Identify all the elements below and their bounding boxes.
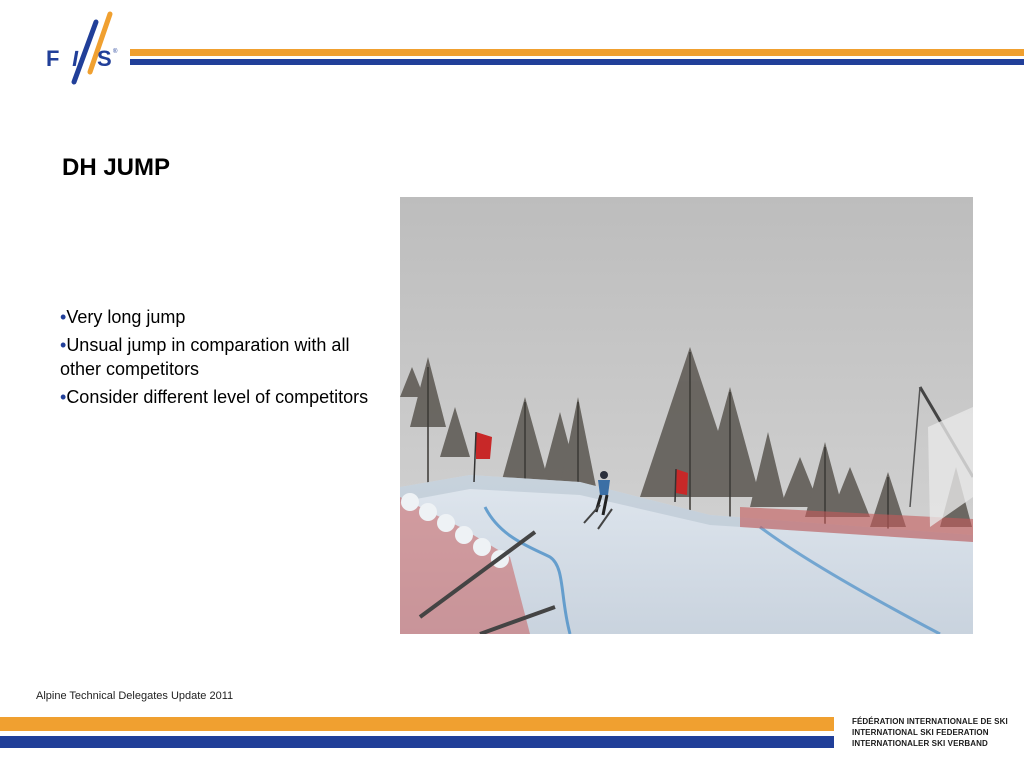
org-name-english: INTERNATIONAL SKI FEDERATION — [852, 728, 989, 737]
photo-image-icon — [400, 197, 973, 634]
org-name-german: INTERNATIONALER SKI VERBAND — [852, 739, 988, 748]
footer-blue-bar — [0, 736, 834, 748]
org-name-french: FÉDÉRATION INTERNATIONALE DE SKI — [852, 717, 1008, 726]
organization-names — [852, 716, 1008, 749]
header-orange-bar — [130, 49, 1024, 56]
bullet-dot-icon: • — [60, 307, 67, 327]
bullet-item — [60, 305, 370, 329]
bullet-list — [60, 305, 370, 413]
bullet-dot-icon: • — [60, 387, 67, 407]
bullet-item — [60, 385, 370, 409]
fis-logo — [40, 10, 120, 88]
footer-text: Alpine Technical Delegates Update 2011 — [36, 690, 234, 702]
footer-orange-bar — [0, 717, 834, 731]
ski-jump-photo — [400, 197, 973, 634]
fis-logo-icon — [40, 10, 120, 88]
bullet-text: Very long jump — [66, 307, 186, 327]
svg-text:S: S — [97, 46, 112, 71]
bullet-text: Consider different level of competitors — [66, 387, 369, 407]
svg-text:®: ® — [113, 49, 118, 55]
svg-text:F: F — [46, 46, 60, 71]
svg-text:I: I — [70, 46, 81, 71]
bullet-text: Unsual jump in comparation with all other competitors — [60, 335, 350, 379]
slide-title: DH JUMP — [62, 154, 171, 181]
bullet-dot-icon: • — [60, 335, 67, 355]
header-blue-bar — [130, 59, 1024, 65]
bullet-item — [60, 333, 370, 381]
